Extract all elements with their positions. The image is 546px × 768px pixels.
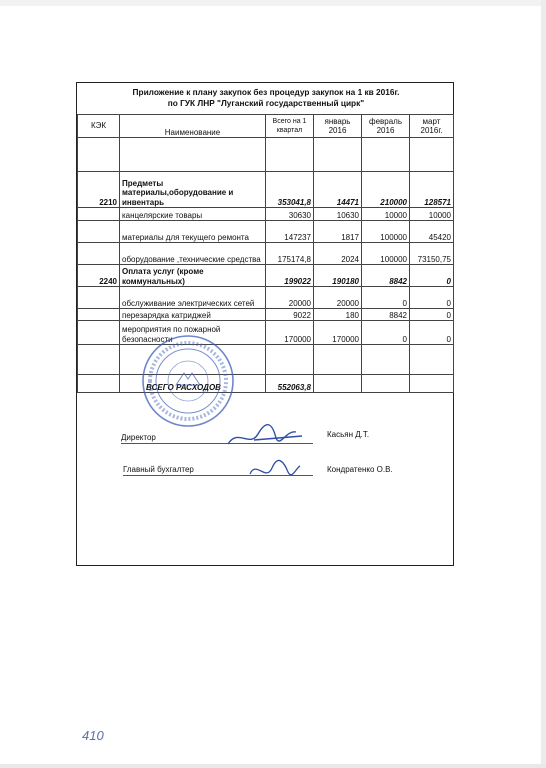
accountant-name: Кондратенко О.В.	[327, 465, 393, 474]
table-row: 2240 Оплата услуг (кроме коммунальных) 199022 190180 8842 0	[78, 265, 454, 287]
director-signature	[224, 418, 306, 454]
title-line-1: Приложение к плану закупок без процедур закупок на 1 кв 2016г.	[132, 87, 400, 97]
total-value: 552063,8	[266, 375, 314, 393]
header-feb: февраль 2016	[362, 115, 410, 138]
scan-edge-bottom	[0, 764, 546, 768]
table-row: канцелярские товары 30630 10630 10000 10000	[78, 208, 454, 221]
official-seal-stamp	[140, 333, 236, 429]
header-kek: КЭК	[78, 115, 120, 138]
director-name: Касьян Д.Т.	[327, 430, 370, 439]
director-label: Директор	[121, 433, 156, 442]
accountant-signature	[244, 454, 304, 486]
handwritten-page-number: 410	[82, 728, 104, 743]
table-row: обслуживание электрических сетей 20000 20000 0 0	[78, 287, 454, 309]
accountant-label: Главный бухгалтер	[123, 465, 194, 474]
procurement-sheet	[76, 82, 454, 566]
header-name: Наименование	[120, 115, 266, 138]
table-row: мероприятия по пожарной безопасности 170000 170000 0 0	[78, 321, 454, 345]
scan-edge-top	[0, 0, 546, 6]
table-row: материалы для текущего ремонта 147237 1817 100000 45420	[78, 221, 454, 243]
scan-edge-right	[541, 0, 546, 768]
header-quarter: Всего на 1 квартал	[266, 115, 314, 138]
signature-block	[77, 83, 455, 567]
title-line-2: по ГУК ЛНР "Луганский государственный цирк"	[167, 98, 365, 108]
table-row: 2210 Предметы материалы,оборудование и инвентарь 353041,8 14471 210000 128571	[78, 172, 454, 208]
header-jan: январь 2016	[314, 115, 362, 138]
table-row: перезарядка катриджей 9022 180 8842 0	[78, 309, 454, 321]
header-mar: март 2016г.	[410, 115, 454, 138]
total-label: ВСЕГО РАСХОДОВ	[120, 375, 266, 393]
table-row: оборудование ,технические средства 175174,8 2024 100000 73150,75	[78, 243, 454, 265]
